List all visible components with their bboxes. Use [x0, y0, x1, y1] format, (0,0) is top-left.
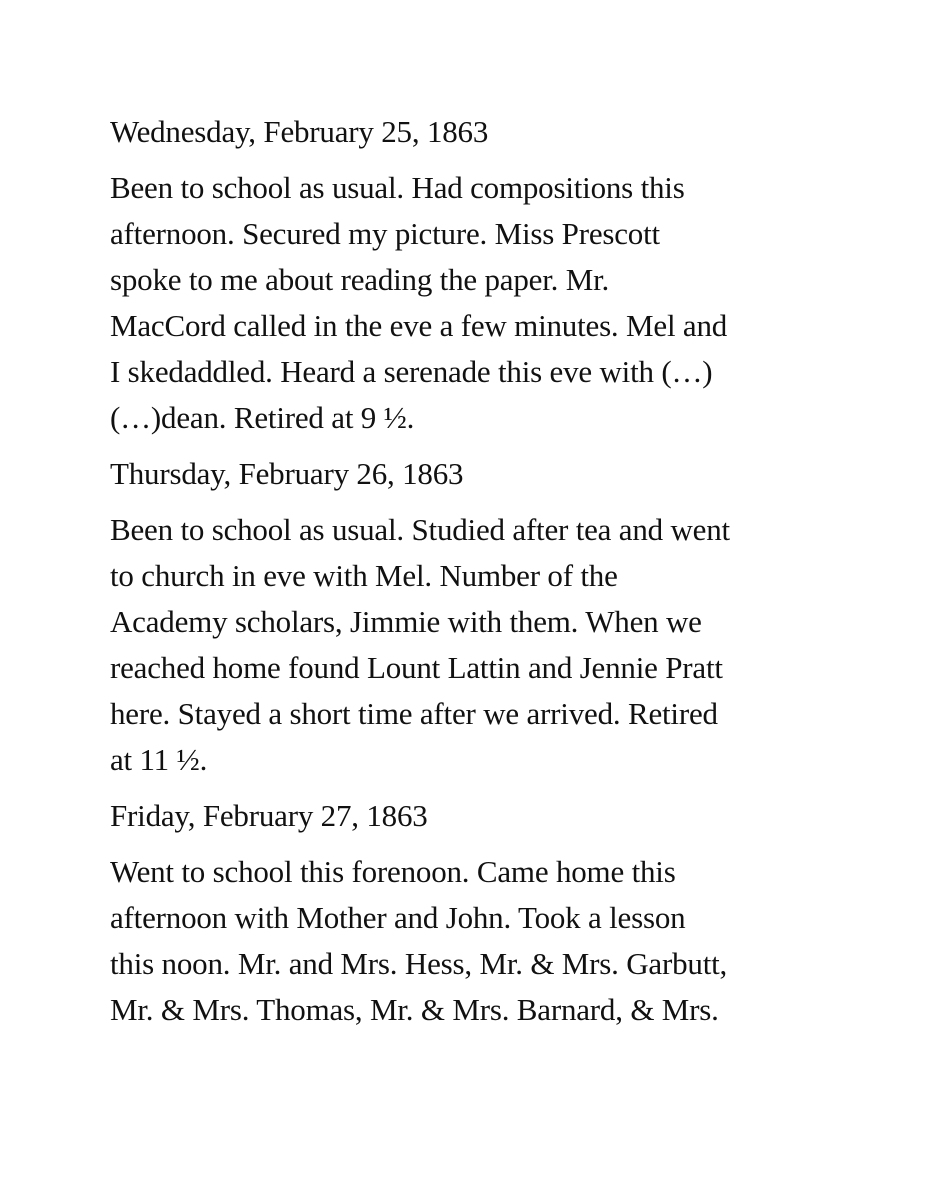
entry-body	[110, 507, 870, 783]
entry-line: (…)dean. Retired at 9 ½.	[110, 400, 415, 435]
entry-line: this noon. Mr. and Mrs. Hess, Mr. & Mrs. Garbutt,	[110, 946, 728, 981]
entry-line: spoke to me about reading the paper. Mr.	[110, 262, 610, 297]
entry-body	[110, 165, 870, 441]
entry-date: Friday, February 27, 1863	[110, 798, 428, 833]
entry-date: Thursday, February 26, 1863	[110, 456, 464, 491]
diary-page	[110, 109, 870, 1043]
entry-date: Wednesday, February 25, 1863	[110, 114, 489, 149]
entry-line: Academy scholars, Jimmie with them. When we	[110, 604, 702, 639]
entry-line: Been to school as usual. Had compositions this	[110, 170, 685, 205]
entry-line: I skedaddled. Heard a serenade this eve with (…)	[110, 354, 713, 389]
entry-body	[110, 849, 870, 1033]
diary-entry-feb-26	[110, 451, 870, 783]
entry-line: here. Stayed a short time after we arrived. Retired	[110, 696, 718, 731]
entry-line: to church in eve with Mel. Number of the	[110, 558, 618, 593]
entry-line: MacCord called in the eve a few minutes. Mel and	[110, 308, 728, 343]
entry-line: at 11 ½.	[110, 742, 208, 777]
entry-line: afternoon. Secured my picture. Miss Prescott	[110, 216, 660, 251]
entry-line: Been to school as usual. Studied after tea and went	[110, 512, 730, 547]
entry-line: reached home found Lount Lattin and Jennie Pratt	[110, 650, 723, 685]
entry-line: Went to school this forenoon. Came home this	[110, 854, 676, 889]
entry-line: Mr. & Mrs. Thomas, Mr. & Mrs. Barnard, & Mrs.	[110, 992, 719, 1027]
diary-entry-feb-27	[110, 793, 870, 1033]
diary-entry-feb-25	[110, 109, 870, 441]
entry-line: afternoon with Mother and John. Took a lesson	[110, 900, 686, 935]
